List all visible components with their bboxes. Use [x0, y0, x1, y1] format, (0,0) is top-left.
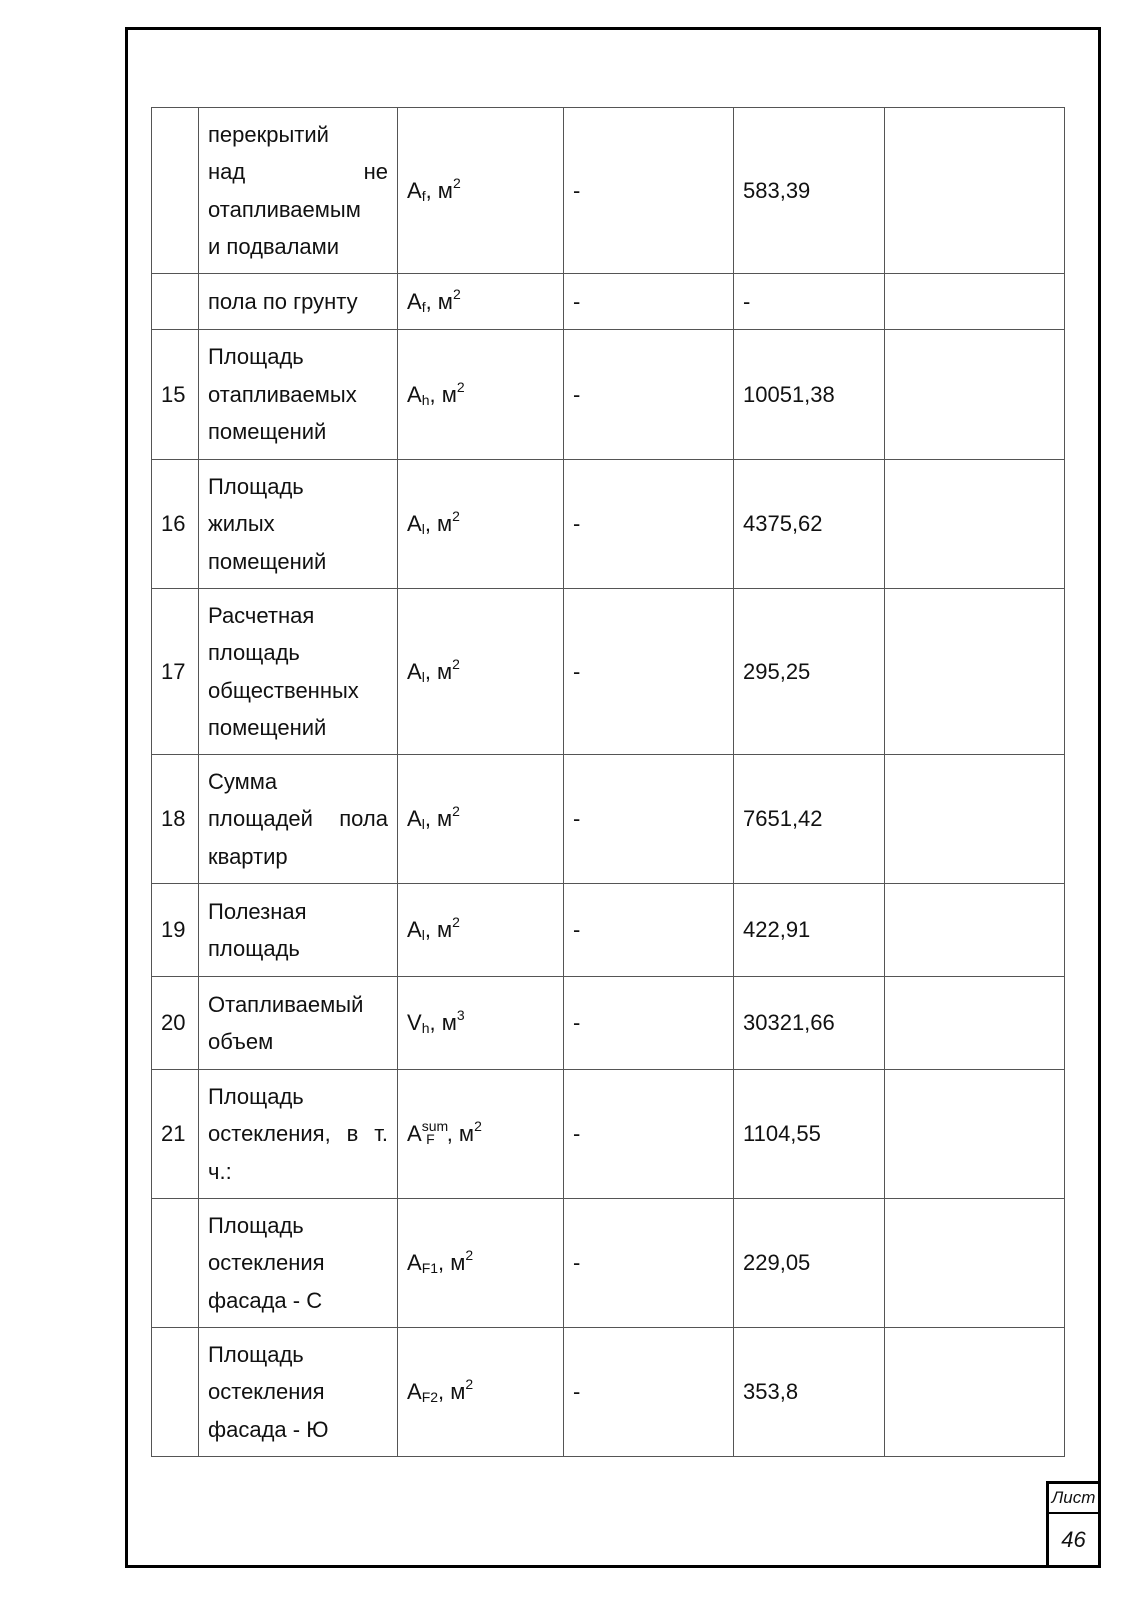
table-row — [152, 884, 1065, 977]
row-number — [152, 274, 199, 330]
parameter-name-line: ч.: — [208, 1158, 232, 1184]
sheet-label: Лист — [1049, 1484, 1098, 1514]
parameter-symbol — [398, 755, 564, 884]
unit-exponent: 2 — [452, 508, 460, 525]
symbol-subscript: l — [421, 668, 425, 685]
symbol-base: A — [407, 1250, 422, 1276]
row-number — [152, 1328, 199, 1457]
unit-exponent: 2 — [452, 285, 461, 302]
row-number: 15 — [152, 330, 199, 460]
unit-exponent: 3 — [456, 1007, 465, 1024]
parameter-name-line: остекления, в т. — [208, 1121, 388, 1147]
empty-cell — [885, 108, 1065, 274]
parameter-name-line: площадь — [208, 936, 300, 961]
row-number: 17 — [152, 589, 199, 755]
parameter-symbol — [398, 274, 564, 330]
parameter-name — [199, 1199, 398, 1328]
calculated-value: 229,05 — [734, 1199, 885, 1328]
calculated-value: 1104,55 — [734, 1070, 885, 1199]
empty-cell — [885, 460, 1065, 589]
calculated-value: - — [734, 274, 885, 330]
parameter-name-line: объем — [208, 1029, 274, 1054]
table-row — [152, 274, 1065, 330]
symbol-unit: , м — [446, 1121, 475, 1147]
empty-cell — [885, 274, 1065, 330]
parameter-name-line: помещений — [208, 419, 327, 445]
normative-value: - — [564, 460, 734, 589]
symbol-subscript: F2 — [421, 1389, 439, 1406]
parameter-symbol — [398, 1328, 564, 1457]
symbol-unit: , м — [425, 288, 453, 314]
row-number: 20 — [152, 977, 199, 1070]
calculated-value: 583,39 — [734, 108, 885, 274]
parameter-name-line: Площадь — [208, 344, 304, 370]
unit-exponent: 2 — [456, 378, 465, 395]
parameter-name — [199, 755, 398, 884]
parameter-name-line: Полезная — [208, 898, 307, 924]
parameter-name-line: пола по грунту — [208, 288, 358, 314]
parameter-name — [199, 108, 398, 274]
parameter-name-line: Площадь — [208, 1212, 304, 1238]
normative-value: - — [564, 1328, 734, 1457]
symbol-subscript: h — [421, 391, 430, 408]
table-row — [152, 1328, 1065, 1457]
parameter-name-line: квартир — [208, 843, 288, 869]
parameter-name-line: фасада - Ю — [208, 1416, 329, 1442]
parameter-name-line: общественных — [208, 677, 359, 703]
parameter-name-line: отапливаемым — [208, 196, 361, 222]
calculated-value: 295,25 — [734, 589, 885, 755]
symbol-unit: , м — [424, 511, 453, 537]
calculated-value: 353,8 — [734, 1328, 885, 1457]
symbol-subscript: f — [421, 187, 426, 204]
calculated-value: 4375,62 — [734, 460, 885, 589]
parameter-symbol — [398, 589, 564, 755]
parameter-name-line: помещений — [208, 715, 327, 740]
parameter-name-line: помещений — [208, 548, 327, 574]
normative-value: - — [564, 884, 734, 977]
symbol-subscript: l — [421, 816, 425, 833]
parameter-name-line: площадь — [208, 640, 300, 665]
symbol-base: A — [407, 511, 422, 537]
parameter-symbol — [398, 108, 564, 274]
parameter-name-line: над не — [208, 159, 388, 184]
unit-exponent: 2 — [452, 174, 461, 191]
parameter-symbol — [398, 1199, 564, 1328]
parameters-table — [151, 107, 1065, 1457]
row-number: 16 — [152, 460, 199, 589]
symbol-unit: , м — [424, 806, 453, 832]
unit-exponent: 2 — [452, 914, 460, 931]
row-number — [152, 108, 199, 274]
symbol-unit: , м — [438, 1379, 466, 1405]
unit-exponent: 2 — [452, 803, 460, 820]
table-row — [152, 330, 1065, 460]
parameter-name — [199, 884, 398, 977]
empty-cell — [885, 1070, 1065, 1199]
row-number: 21 — [152, 1070, 199, 1199]
symbol-unit: , м — [425, 177, 453, 203]
unit-exponent: 2 — [452, 655, 460, 672]
symbol-subscript: F — [426, 1131, 435, 1148]
symbol-subscript: l — [421, 521, 425, 538]
calculated-value: 7651,42 — [734, 755, 885, 884]
parameter-name-line: Расчетная — [208, 602, 315, 628]
parameter-symbol — [398, 884, 564, 977]
symbol-base: A — [407, 177, 422, 203]
symbol-base: A — [407, 917, 422, 943]
normative-value: - — [564, 1199, 734, 1328]
parameter-name-line: Отапливаемый — [208, 991, 364, 1017]
normative-value: - — [564, 274, 734, 330]
empty-cell — [885, 884, 1065, 977]
symbol-base: A — [407, 1379, 422, 1405]
table-row — [152, 1070, 1065, 1199]
symbol-base: A — [407, 1121, 422, 1147]
symbol-subscript: l — [421, 927, 425, 944]
symbol-base: A — [407, 658, 422, 684]
parameter-name-line: площадей пола — [208, 806, 388, 832]
symbol-superscript: sum — [421, 1118, 449, 1135]
parameter-name-line: остекления — [208, 1250, 325, 1276]
normative-value: - — [564, 589, 734, 755]
parameter-name-line: отапливаемых — [208, 381, 357, 407]
parameter-name-line: жилых — [208, 511, 275, 537]
parameter-symbol — [398, 977, 564, 1070]
symbol-unit: , м — [438, 1250, 466, 1276]
normative-value: - — [564, 330, 734, 460]
parameter-name-line: остекления — [208, 1379, 325, 1405]
parameter-symbol — [398, 1070, 564, 1199]
empty-cell — [885, 589, 1065, 755]
parameter-name — [199, 977, 398, 1070]
parameter-name-line: Сумма — [208, 768, 278, 794]
calculated-value: 422,91 — [734, 884, 885, 977]
parameter-name — [199, 330, 398, 460]
parameter-name — [199, 460, 398, 589]
sheet-stamp — [1046, 1481, 1101, 1568]
symbol-subscript: h — [421, 1020, 430, 1037]
symbol-base: A — [407, 806, 422, 832]
symbol-subscript: f — [421, 298, 426, 315]
parameter-name-line: Площадь — [208, 1083, 304, 1109]
normative-value: - — [564, 108, 734, 274]
parameter-name — [199, 589, 398, 755]
table-row — [152, 589, 1065, 755]
symbol-base: A — [407, 288, 422, 314]
parameter-name — [199, 1328, 398, 1457]
table-row — [152, 977, 1065, 1070]
sheet-number: 46 — [1061, 1527, 1086, 1552]
unit-exponent: 2 — [474, 1118, 482, 1135]
symbol-unit: , м — [429, 1010, 457, 1036]
normative-value: - — [564, 977, 734, 1070]
normative-value: - — [564, 1070, 734, 1199]
row-number: 19 — [152, 884, 199, 977]
parameter-name-line: и подвалами — [208, 234, 340, 259]
symbol-unit: , м — [424, 658, 453, 684]
symbol-base: V — [407, 1010, 422, 1036]
parameter-name — [199, 274, 398, 330]
empty-cell — [885, 1328, 1065, 1457]
parameter-name-line: Площадь — [208, 1341, 304, 1367]
empty-cell — [885, 755, 1065, 884]
calculated-value: 10051,38 — [734, 330, 885, 460]
table-row — [152, 108, 1065, 274]
empty-cell — [885, 1199, 1065, 1328]
symbol-base: A — [407, 381, 422, 407]
empty-cell — [885, 977, 1065, 1070]
parameter-name-line: перекрытий — [208, 121, 329, 147]
symbol-unit: , м — [424, 917, 453, 943]
parameter-symbol — [398, 330, 564, 460]
symbol-subscript: F1 — [421, 1260, 439, 1277]
normative-value: - — [564, 755, 734, 884]
parameter-name-line: фасада - С — [208, 1287, 323, 1313]
row-number — [152, 1199, 199, 1328]
calculated-value: 30321,66 — [734, 977, 885, 1070]
row-number: 18 — [152, 755, 199, 884]
empty-cell — [885, 330, 1065, 460]
unit-exponent: 2 — [465, 1247, 474, 1264]
parameter-symbol — [398, 460, 564, 589]
parameter-name-line: Площадь — [208, 473, 304, 499]
table-row — [152, 1199, 1065, 1328]
table-row — [152, 460, 1065, 589]
unit-exponent: 2 — [465, 1376, 474, 1393]
table-row — [152, 755, 1065, 884]
symbol-unit: , м — [429, 381, 457, 407]
parameter-name — [199, 1070, 398, 1199]
